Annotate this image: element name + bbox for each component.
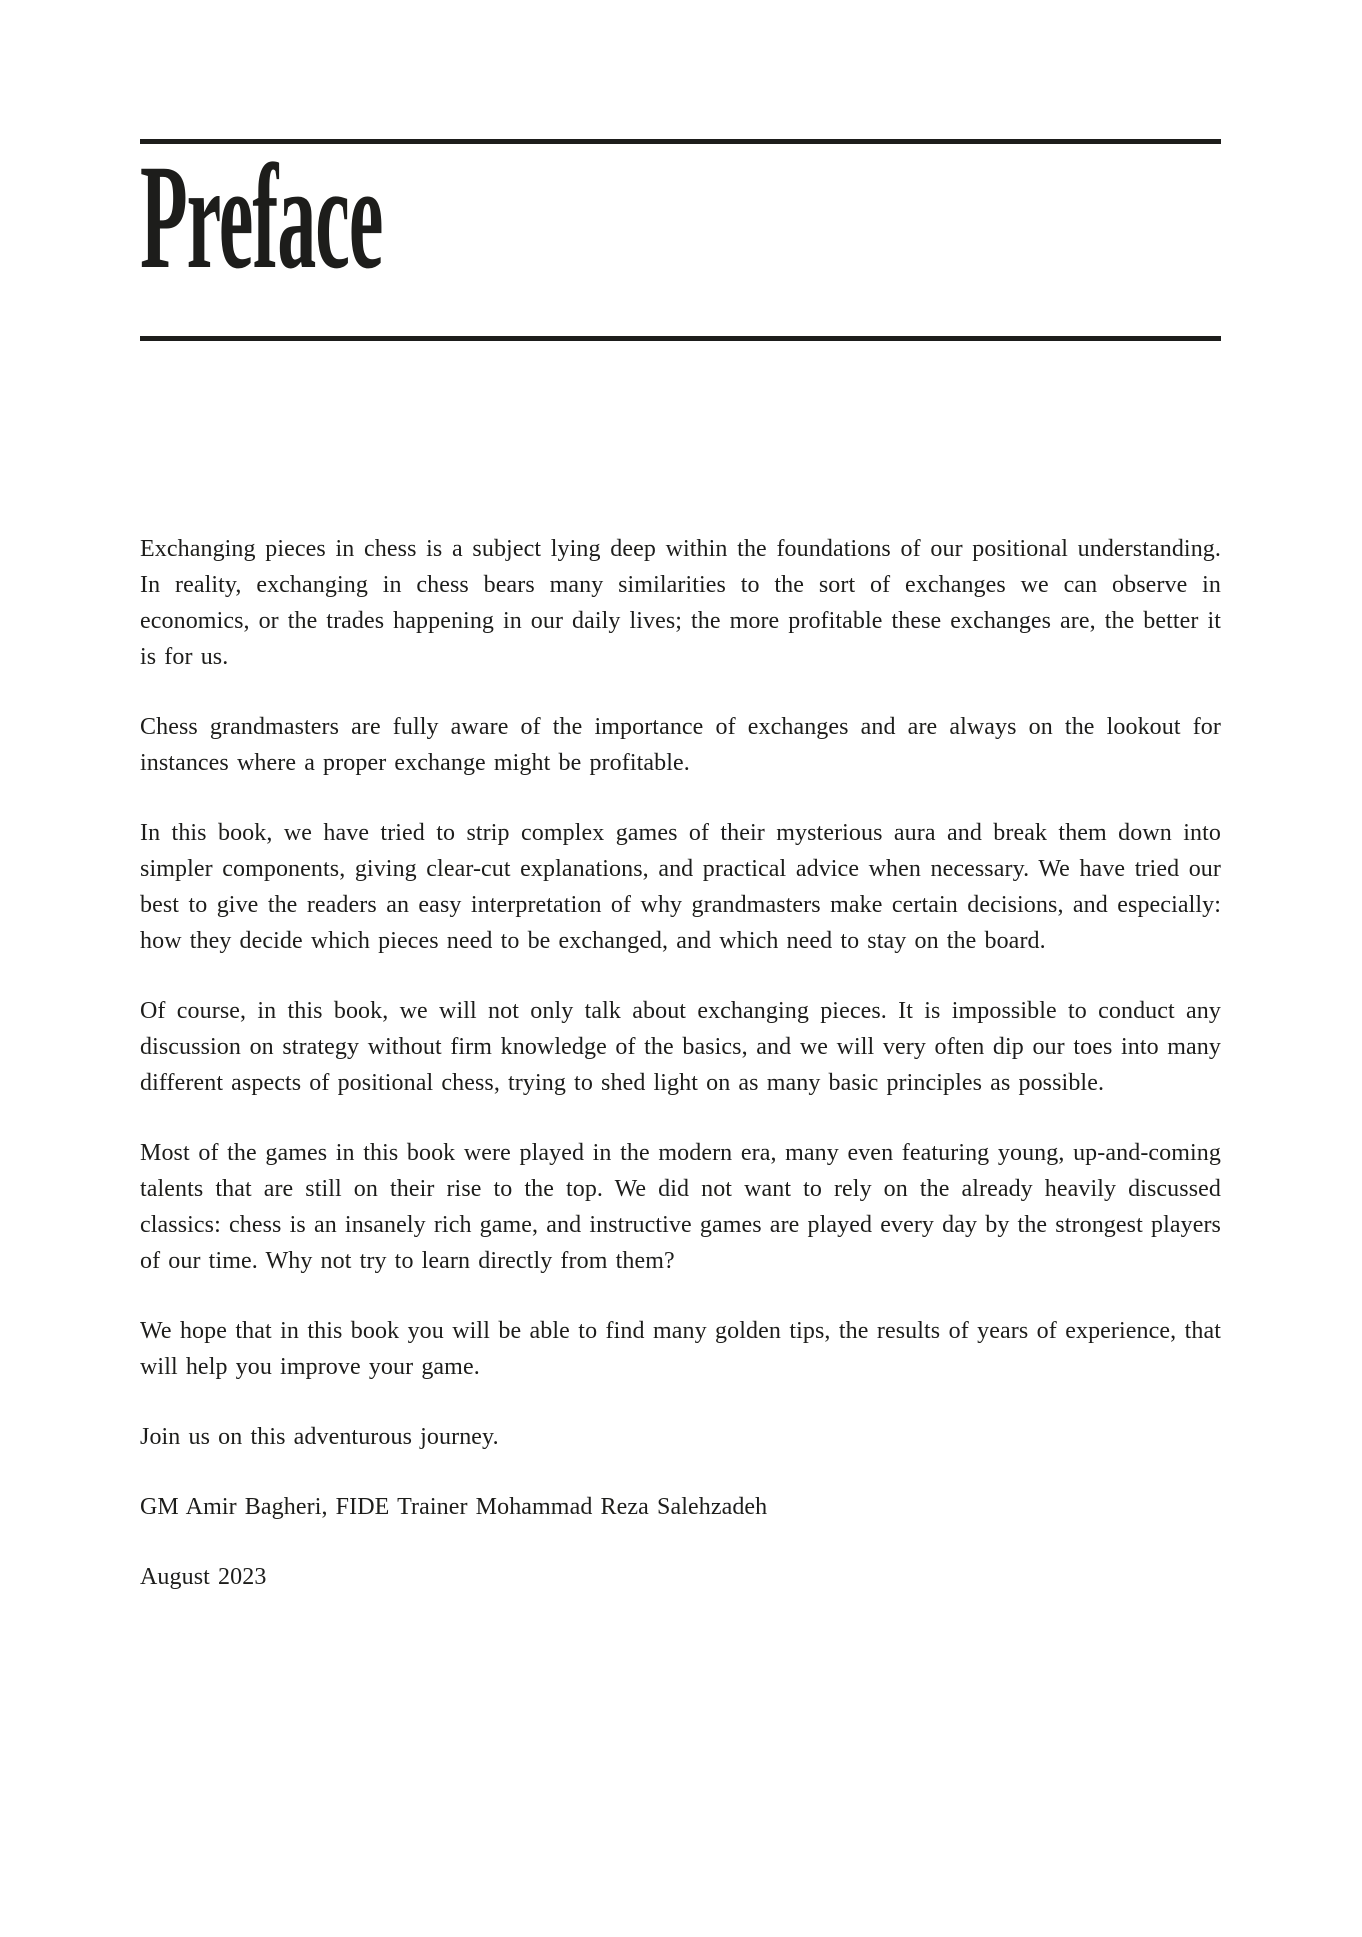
paragraph: Most of the games in this book were played in the modern era, many even featuring young, up-and-coming talents that are still on their rise to the top. We did not want to rely on the already heavily discussed classics: chess is an insanely rich game, and instructive games are played every day by the strongest players of our time. Why not try to learn directly from them? — [140, 1140, 1221, 1274]
date-line: August 2023 — [140, 1564, 267, 1590]
paragraph: Chess grandmasters are fully aware of the importance of exchanges and are always on the lookout for instances where a proper exchange might be profitable. — [140, 714, 1221, 776]
paragraph: Of course, in this book, we will not only talk about exchanging pieces. It is impossible to conduct any discussion on strategy without firm knowledge of the basics, and we will very often dip our toes into many different aspects of positional chess, trying to shed light on as many basic principles as possible. — [140, 998, 1221, 1096]
paragraph: Join us on this adventurous journey. — [140, 1424, 499, 1450]
paragraph: Exchanging pieces in chess is a subject lying deep within the foundations of our positional understanding. In reality, exchanging in chess bears many similarities to the sort of exchanges we can observe in economics, or the trades happening in our daily lives; the more profitable these exchanges are, the better it is for us. — [140, 536, 1221, 670]
paragraph: We hope that in this book you will be able to find many golden tips, the results of years of experience, that will help you improve your game. — [140, 1318, 1221, 1380]
signature-line: GM Amir Bagheri, FIDE Trainer Mohammad Reza Salehzadeh — [140, 1494, 768, 1520]
title-rule-bottom — [140, 336, 1221, 341]
paragraph: In this book, we have tried to strip complex games of their mysterious aura and break them down into simpler components, giving clear-cut explanations, and practical advice when necessary. We have tried our best to give the readers an easy interpretation of why grandmasters make certain decisions, and especially: how they decide which pieces need to be exchanged, and which need to stay on the board. — [140, 820, 1221, 954]
preface-body — [140, 531, 1221, 1595]
content-column — [140, 0, 1221, 1595]
page-title: Preface — [140, 134, 383, 300]
